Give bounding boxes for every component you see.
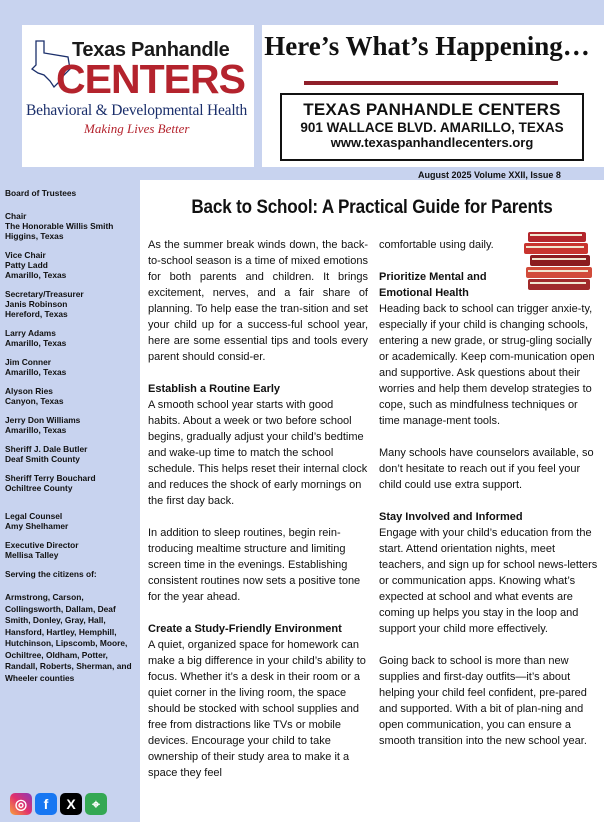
trustee-entry: Sheriff J. Dale Butler Deaf Smith County — [5, 444, 88, 464]
paragraph: Engage with your child’s education from the start. Attend orientation nights, meet teachers, and sign up for school news-letters or communication apps. Knowing what’s expected at school and what events are coming up helps you stay in the loop and support your child more effectively. — [379, 527, 598, 635]
social-links — [10, 793, 107, 815]
board-heading: Board of Trustees — [5, 188, 77, 198]
instagram-icon[interactable]: ◎ — [10, 793, 32, 815]
sidebar-text — [5, 188, 138, 684]
paragraph: comfortable using daily. — [379, 239, 494, 251]
section-heading: Establish a Routine Early — [148, 383, 281, 395]
logo-tagline: Making Lives Better — [84, 121, 190, 136]
org-website-link[interactable]: www.texaspanhandlecenters.org — [330, 135, 534, 150]
title-divider — [304, 81, 558, 85]
trustee-entry: Vice Chair Patty Ladd Amarillo, Texas — [5, 250, 67, 280]
paragraph: A smooth school year starts with good habits. About a week or two before school begins, gradually adjust your child’s bedtime and wake-up time to match the school schedule. This helps reset their internal clock and reduces the shock of early mornings on the first day back. — [148, 399, 368, 507]
trustee-entry: Alyson Ries Canyon, Texas — [5, 386, 64, 406]
title-panel — [262, 25, 604, 167]
logo-line-3: Behavioral & Developmental Health — [26, 102, 248, 119]
trustee-entry: Jerry Don Williams Amarillo, Texas — [5, 415, 81, 435]
sidebar — [0, 180, 140, 822]
serving-label: Serving the citizens of: — [5, 569, 97, 579]
google-maps-icon[interactable]: ⌖ — [85, 793, 107, 815]
trustee-entry: Sheriff Terry Bouchard Ochiltree County — [5, 473, 96, 493]
organization-logo — [22, 25, 254, 167]
books-stack-icon — [522, 230, 598, 292]
article-column-right — [379, 237, 601, 765]
paragraph: Heading back to school can trigger anxie-ty, especially if your child is changing schools, entering a new grade, or strug-gling socially or academically. Keep com-munication open and supportive. Ask questions about their worries and help them develop strategies to cope, such as mindfulness techniques or time manage-ment tools. — [379, 303, 595, 427]
paragraph: Many schools have counselors available, so don’t hesitate to reach out if you feel your child could use extra support. — [379, 447, 594, 491]
x-icon[interactable]: X — [60, 793, 82, 815]
trustee-entry: Jim Conner Amarillo, Texas — [5, 357, 67, 377]
county-list: Armstrong, Carson, Collingsworth, Dallam, Deaf Smith, Donley, Gray, Hall, Hansford, Hartley, Hemphill, Hutchinson, Lipscomb, Moore, Ochiltree, Oldham, Potter, Randall, Roberts, Sherman, and Wheeler counties — [5, 592, 132, 683]
logo-line-1: Texas Panhandle — [72, 39, 230, 61]
paragraph: Going back to school is more than new supplies and first-day outfits—it’s about helping your child feel confident, pre-pared and supported. With a bit of plan-ning and open communication, you can ensure a smooth transition into the new school year. — [379, 655, 587, 747]
article-intro: As the summer break winds down, the back-to-school season is a time of mixed emotions for both parents and children. It brings excitement, nerves, and a fair share of planning. To help ease the tran-sition and set your child up for a success-ful school year, here are some essential tips and tools every parent should consid-er. — [148, 239, 368, 363]
executive-director: Executive Director Mellisa Talley — [5, 540, 79, 560]
section-heading: Create a Study-Friendly Environment — [148, 623, 342, 635]
trustee-entry: Larry Adams Amarillo, Texas — [5, 328, 67, 348]
logo-line-2: CENTERS — [56, 56, 245, 102]
trustee-entry: Secretary/Treasurer Janis Robinson Hereford, Texas — [5, 289, 84, 319]
trustee-entry: Chair The Honorable Willis Smith Higgins, Texas — [5, 211, 114, 241]
section-heading: Prioritize Mental and Emotional Health — [379, 271, 487, 299]
paragraph: A quiet, organized space for homework can make a big difference in your child’s ability to focus. Whether it’s a desk in their room or a quiet corner in the living room, the space should be stocked with school supplies and free from distractions like TVs or mobile devices. Encourage your child to take ownership of their study area to make it a space they feel — [148, 639, 366, 779]
section-heading: Stay Involved and Informed — [379, 511, 523, 523]
issue-line: August 2025 Volume XXII, Issue 8 — [418, 170, 561, 180]
article-column-left — [148, 237, 368, 797]
org-name: TEXAS PANHANDLE CENTERS — [303, 100, 561, 119]
paragraph: In addition to sleep routines, begin rein-troducing mealtime structure and limiting screen time in the evenings. Establishing consistent routines now sets a positive tone for the year ahead. — [148, 527, 361, 603]
address-box — [280, 93, 584, 161]
masthead-band — [0, 0, 604, 180]
newsletter-title: Here’s What’s Happening… — [264, 31, 590, 61]
facebook-icon[interactable]: f — [35, 793, 57, 815]
article-title: Back to School: A Practical Guide for Parents — [191, 197, 553, 218]
legal-counsel: Legal Counsel Amy Shelhamer — [5, 511, 69, 531]
org-address: 901 WALLACE BLVD. AMARILLO, TEXAS — [300, 120, 564, 135]
